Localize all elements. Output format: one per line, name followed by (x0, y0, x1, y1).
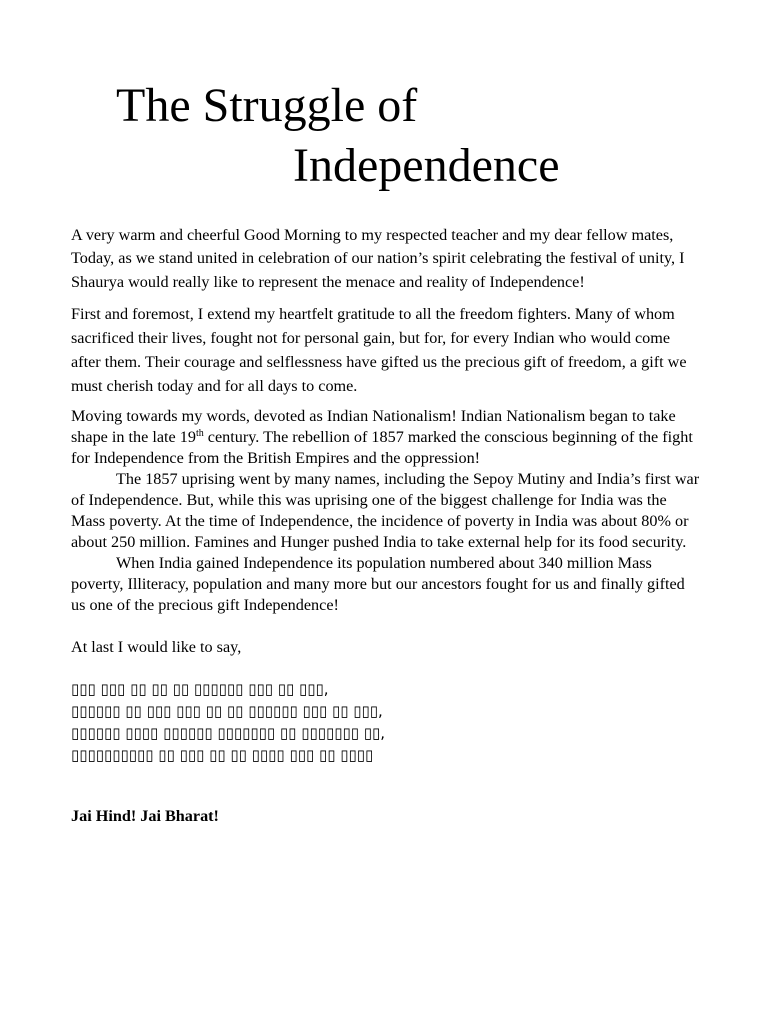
uprising-paragraph: The 1857 uprising went by many names, including the Sepoy Mutiny and India’s first war of Independence. But, while this was uprising one of the biggest challenge for India was the Mass poverty. At the time of Independence, the incidence of poverty in India was about 80% or about 250 million. Famines and Hunger pushed India to take external help for its food security. (71, 470, 700, 551)
population-paragraph: When India gained Independence its population numbered about 340 million Mass poverty, Illiteracy, population and many more but our ancestors fought for us and finally gifted us one of the precious gift Independence! (71, 554, 685, 614)
ordinal-superscript: th (195, 428, 204, 439)
poem-line: ▯▯▯ ▯▯▯ ▯▯ ▯▯ ▯▯ ▯▯▯▯▯▯ ▯▯▯ ▯▯ ▯▯▯, (71, 680, 329, 698)
hindi-poem (71, 678, 701, 766)
gratitude-paragraph: First and foremost, I extend my heartfelt gratitude to all the freedom fighters. Many of whom sacrificed their lives, fought not for personal gain, but for, for every Indian who would come after them. Their courage and selflessness have gifted us the precious gift of freedom, a gift we must cherish today and for all days to come. (71, 305, 687, 395)
nationalism-text-end: century. The rebellion of 1857 marked the conscious beginning of the fight for Independence from the British Empires and the oppression! (71, 428, 693, 467)
poem-line: ▯▯▯▯▯▯ ▯▯ ▯▯▯ ▯▯▯ ▯▯ ▯▯ ▯▯▯▯▯▯ ▯▯▯ ▯▯ ▯▯▯, (71, 702, 383, 720)
poem-line: ▯▯▯▯▯▯▯▯▯▯ ▯▯ ▯▯▯ ▯▯ ▯▯ ▯▯▯▯ ▯▯▯ ▯▯ ▯▯▯▯ (71, 746, 374, 764)
closing-intro: At last I would like to say, (71, 638, 242, 656)
signoff: Jai Hind! Jai Bharat! (71, 807, 219, 825)
nationalism-text-start: Moving towards my words, devoted as Indian Nationalism! Indian Nationalism began to take shape in the late 19 (71, 407, 676, 446)
poem-line: ▯▯▯▯▯▯ ▯▯▯▯ ▯▯▯▯▯▯ ▯▯▯▯▯▯▯ ▯▯ ▯▯▯▯▯▯▯ ▯▯, (71, 724, 386, 742)
greeting-paragraph: A very warm and cheerful Good Morning to my respected teacher and my dear fellow mates, (71, 226, 674, 244)
document-title-line-1: The Struggle of (116, 79, 418, 132)
speech-body (71, 225, 701, 843)
document-title-line-2: Independence (293, 139, 560, 192)
nationalism-paragraph (71, 406, 701, 469)
intro-paragraph: Today, as we stand united in celebration of our nation’s spirit celebrating the festival of unity, I Shaurya would really like to represent the menace and reality of Independence! (71, 249, 685, 291)
